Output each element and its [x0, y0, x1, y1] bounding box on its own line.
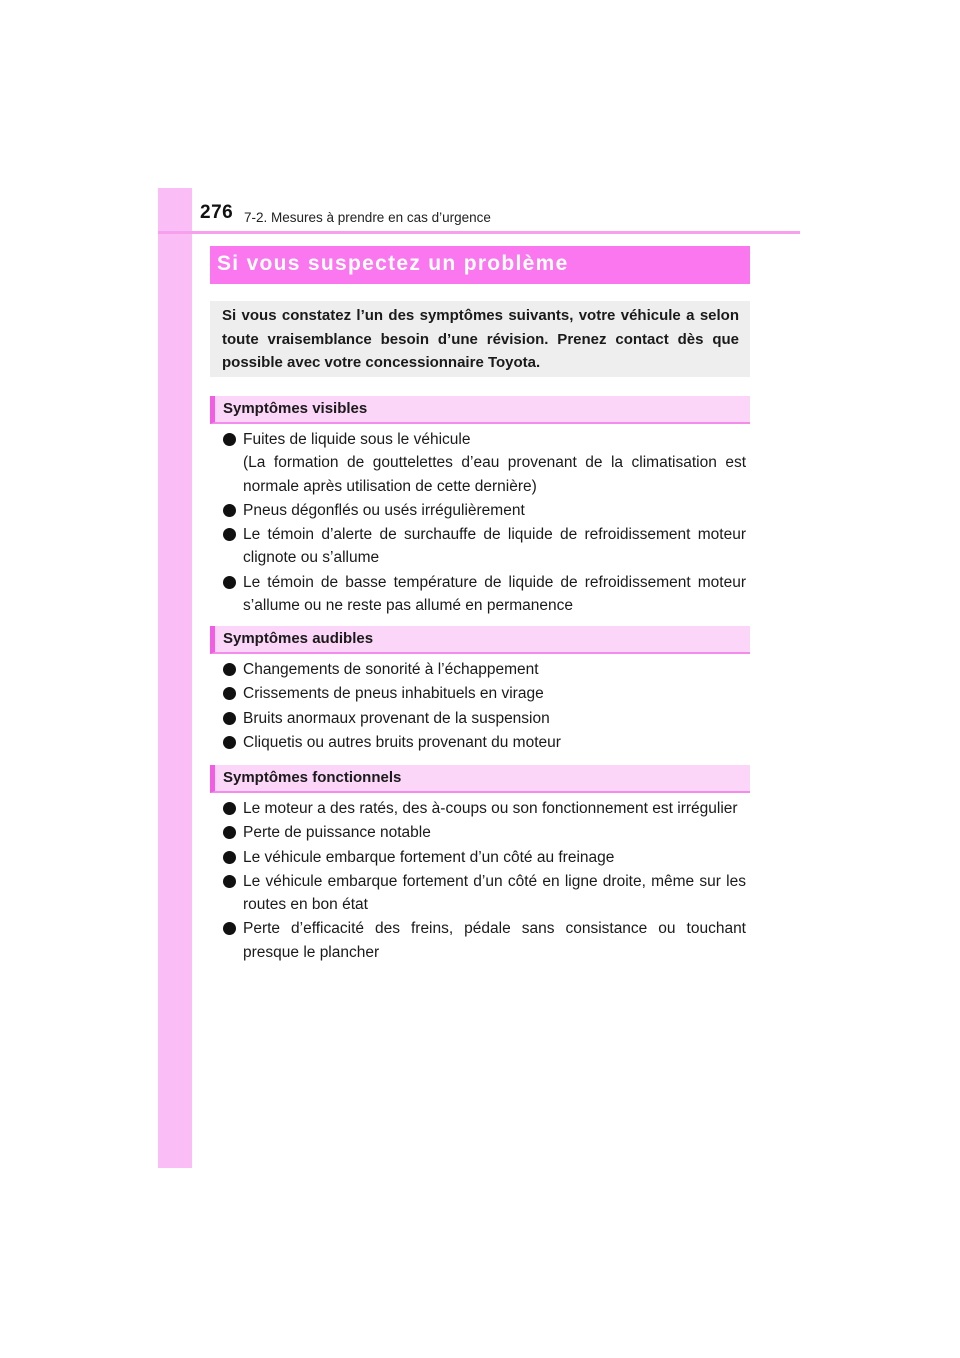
list-item-text: Crissements de pneus inhabituels en virage — [243, 685, 544, 703]
subheader-title: Symptômes audibles — [223, 630, 374, 647]
bullet-icon — [223, 687, 236, 700]
list-item — [223, 523, 746, 570]
page-header — [158, 188, 800, 234]
list-item-text: Fuites de liquide sous le véhicule — [243, 431, 471, 448]
bullet-icon — [223, 802, 236, 815]
list-item — [223, 870, 746, 917]
subheader-visible-symptoms — [210, 396, 750, 424]
bullet-icon — [223, 875, 236, 888]
list-item — [223, 682, 746, 705]
subheader-title: Symptômes visibles — [223, 400, 368, 417]
subheader-title: Symptômes fonctionnels — [223, 769, 402, 786]
list-item-text: Le véhicule embarque fortement d’un côté en ligne droite, même sur les routes en bon état — [243, 872, 746, 914]
bullet-icon — [223, 433, 236, 446]
intro-box — [210, 301, 750, 377]
page-title: Si vous suspectez un problème — [217, 252, 569, 275]
bullet-icon — [223, 504, 236, 517]
section-label: 7-2. Mesures à prendre en cas d’urgence — [244, 210, 491, 225]
list-item — [223, 499, 746, 522]
subheader-audible-symptoms — [210, 626, 750, 654]
bullet-icon — [223, 826, 236, 839]
bullet-icon — [223, 922, 236, 935]
bullet-icon — [223, 528, 236, 541]
bullet-icon — [223, 851, 236, 864]
list-item — [223, 658, 746, 681]
bullet-icon — [223, 663, 236, 676]
subheader-functional-symptoms — [210, 765, 750, 793]
list-item — [223, 731, 746, 754]
page-title-bar — [210, 246, 750, 284]
chapter-side-tab — [158, 188, 192, 1168]
list-item — [223, 846, 746, 869]
visible-symptoms-list — [223, 428, 746, 618]
intro-text: Si vous constatez l’un des symptômes suivants, votre véhicule a selon toute vraisemblance besoin d’une révision. Prenez contact dès que possible avec votre concessionnaire Toyota. — [222, 307, 739, 371]
audible-symptoms-list — [223, 658, 746, 755]
page-number: 276 — [200, 202, 234, 223]
list-item-text: Cliquetis ou autres bruits provenant du moteur — [243, 733, 561, 751]
list-item-text: Perte d’efficacité des freins, pédale sans consistance ou touchant presque le plancher — [243, 920, 746, 961]
list-item — [223, 707, 746, 730]
list-item-text: Le moteur a des ratés, des à-coups ou son fonctionnement est irrégulier — [243, 800, 738, 817]
list-item-note: (La formation de gouttelettes d’eau provenant de la climatisation est normale après utilisation de cette dernière) — [243, 454, 746, 495]
list-item-text: Pneus dégonflés ou usés irrégulièrement — [243, 501, 525, 519]
list-item-text: Le véhicule embarque fortement d’un côté au freinage — [243, 848, 615, 866]
list-item-text: Changements de sonorité à l’échappement — [243, 661, 539, 678]
bullet-icon — [223, 736, 236, 749]
list-item — [223, 428, 746, 498]
list-item-text: Perte de puissance notable — [243, 824, 431, 842]
list-item — [223, 571, 746, 618]
list-item-text: Le témoin d’alerte de surchauffe de liquide de refroidissement moteur clignote ou s’allume — [243, 526, 746, 567]
list-item — [223, 821, 746, 844]
functional-symptoms-list — [223, 797, 746, 965]
list-item-text: Le témoin de basse température de liquide de refroidissement moteur s’allume ou ne reste pas allumé en permanence — [243, 573, 746, 615]
list-item — [223, 797, 746, 820]
bullet-icon — [223, 576, 236, 589]
bullet-icon — [223, 712, 236, 725]
list-item-text: Bruits anormaux provenant de la suspension — [243, 709, 550, 727]
list-item — [223, 917, 746, 964]
